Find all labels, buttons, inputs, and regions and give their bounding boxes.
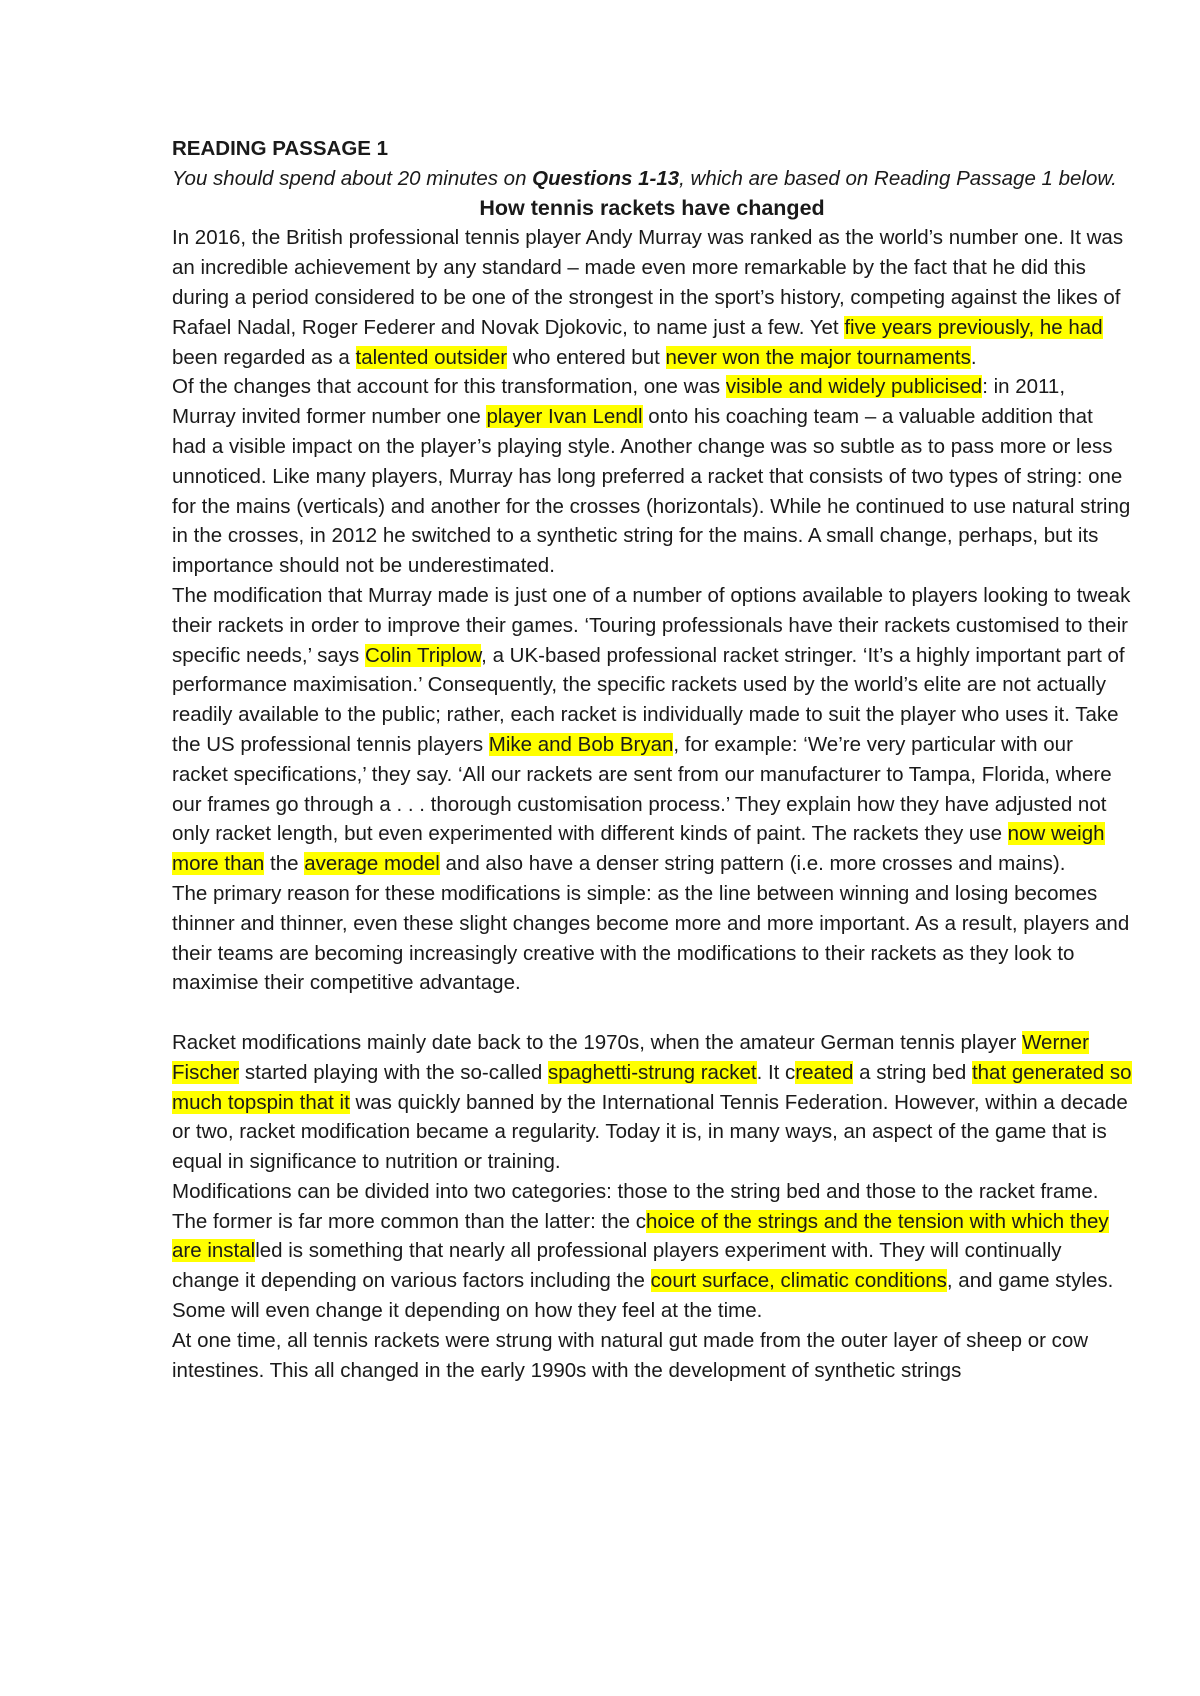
paragraph xyxy=(172,879,1132,998)
paragraph-text: a string bed xyxy=(853,1060,972,1084)
paragraph-text: The primary reason for these modifications is simple: as the line between winning and losing becomes thinner and thinner, even these slight changes become more and more important. As a result, players and their teams are becoming increasingly creative with the modifications to their rackets as they look to maximise their competitive advantage. xyxy=(172,881,1130,995)
paragraph-text: the xyxy=(264,852,305,876)
highlighted-text: now weigh more than xyxy=(172,822,1105,876)
highlighted-text: Mike and Bob Bryan xyxy=(488,732,674,756)
paragraph-text: Racket modifications mainly date back to the 1970s, when the amateur German tennis player xyxy=(172,1030,1023,1054)
paragraph-text: onto his coaching team – a valuable addition that had a visible impact on the player’s playing style. Another change was so subtle as to pass more or less unnoticed. Like many players, Murray has long preferred a racket that consists of two types of string: one for the mains (verticals) and another for the crosses (horizontals). While he continued to use natural string in the crosses, in 2012 he switched to a synthetic string for the mains. A small change, perhaps, but its importance should not be underestimated. xyxy=(172,405,1131,578)
highlighted-text: talented outsider xyxy=(355,345,508,369)
highlighted-text: spaghetti-strung racket xyxy=(548,1060,757,1084)
paragraph-text: . xyxy=(970,345,977,369)
highlighted-text: player Ivan Lendl xyxy=(486,405,643,429)
paragraph-spacer xyxy=(172,998,1132,1028)
highlighted-text: never won the major tournaments xyxy=(665,345,971,369)
paragraph-text: : in 2011, Murray invited former number one xyxy=(172,375,1066,429)
highlighted-text: visible and widely publicised xyxy=(725,375,983,399)
highlighted-text: reated xyxy=(795,1060,854,1084)
highlighted-text: five years previously, he had xyxy=(844,315,1103,339)
paragraph-text: At one time, all tennis rackets were strung with natural gut made from the outer layer of sheep or cow intestines. This all changed in the early 1990s with the development of synthetic strings xyxy=(172,1328,1089,1382)
paragraph-text: In 2016, the British professional tennis player Andy Murray was ranked as the world’s number one. It was an incredible achievement by any standard – made even more remarkable by the fact that he did this during a period considered to be one of the strongest in the sport’s history, competing against the likes of Rafael Nadal, Roger Federer and Novak Djokovic, to name just a few. Yet xyxy=(172,226,1124,339)
paragraph-text: who entered but xyxy=(507,345,666,369)
highlighted-text: that generated so much topspin that it xyxy=(172,1060,1132,1114)
paragraph-text: and also have a denser string pattern (i.e. more crosses and mains). xyxy=(439,852,1066,876)
highlighted-text: hoice of the strings and the tension with which they are instal xyxy=(172,1209,1109,1263)
paragraph xyxy=(172,1326,1132,1386)
article-body xyxy=(172,223,1132,1385)
paragraph xyxy=(172,581,1132,879)
paragraph-text: , for example: ‘We’re very particular with our racket specifications,’ they say. ‘All our rackets are sent from our manufacturer to Tampa, Florida, where our frames go through a . . . thorough customisation process.’ They explain how they have adjusted not only racket length, but even experimented with different kinds of paint. The rackets they use xyxy=(172,732,1112,846)
paragraph-text: was quickly banned by the International Tennis Federation. However, within a decade or two, racket modification became a regularity. Today it is, in many ways, an aspect of the game that is equal in significance to nutrition or training. xyxy=(172,1090,1128,1174)
instructions-text-2: , which are based on Reading Passage 1 below. xyxy=(679,166,1117,190)
paragraph-text: led is something that nearly all professional players experiment with. They will continually change it depending on various factors including the xyxy=(172,1239,1062,1293)
article-title: How tennis rackets have changed xyxy=(479,195,825,220)
highlighted-text: average model xyxy=(304,852,440,876)
paragraph-text: , a UK-based professional racket stringer. ‘It’s a highly important part of performance maximisation.’ Consequently, the specific rackets used by the world’s elite are not actually readily available to the public; rather, each racket is individually made to suit the player who uses it. Take the US professional tennis players xyxy=(172,643,1125,756)
paragraph-text: Of the changes that account for this transformation, one was xyxy=(172,375,726,399)
questions-range: Questions 1-13 xyxy=(532,166,680,190)
paragraph-text: , and game styles. Some will even change it depending on how they feel at the time. xyxy=(172,1269,1114,1323)
highlighted-text: Colin Triplow xyxy=(364,643,482,667)
paragraph-text: started playing with the so-called xyxy=(239,1060,549,1084)
paragraph-text: The modification that Murray made is just one of a number of options available to players looking to tweak their rackets in order to improve their games. ‘Touring professionals have their rackets customised to their specific needs,’ says xyxy=(172,583,1131,667)
paragraph xyxy=(172,223,1132,372)
passage-content xyxy=(172,134,1132,1385)
paragraph xyxy=(172,1028,1132,1177)
paragraph-text: been regarded as a xyxy=(172,345,356,369)
paragraph xyxy=(172,372,1132,581)
paragraph-text: . It c xyxy=(756,1060,796,1084)
passage-instructions xyxy=(172,164,1132,194)
paragraph xyxy=(172,1177,1132,1326)
instructions-text-1: You should spend about 20 minutes on xyxy=(172,166,533,190)
passage-heading: READING PASSAGE 1 xyxy=(172,137,389,160)
highlighted-text: Werner Fischer xyxy=(172,1030,1089,1084)
paragraph-text: Modifications can be divided into two categories: those to the string bed and those to the racket frame. The former is far more common than the latter: the c xyxy=(172,1179,1099,1233)
highlighted-text: court surface, climatic conditions xyxy=(650,1269,947,1293)
